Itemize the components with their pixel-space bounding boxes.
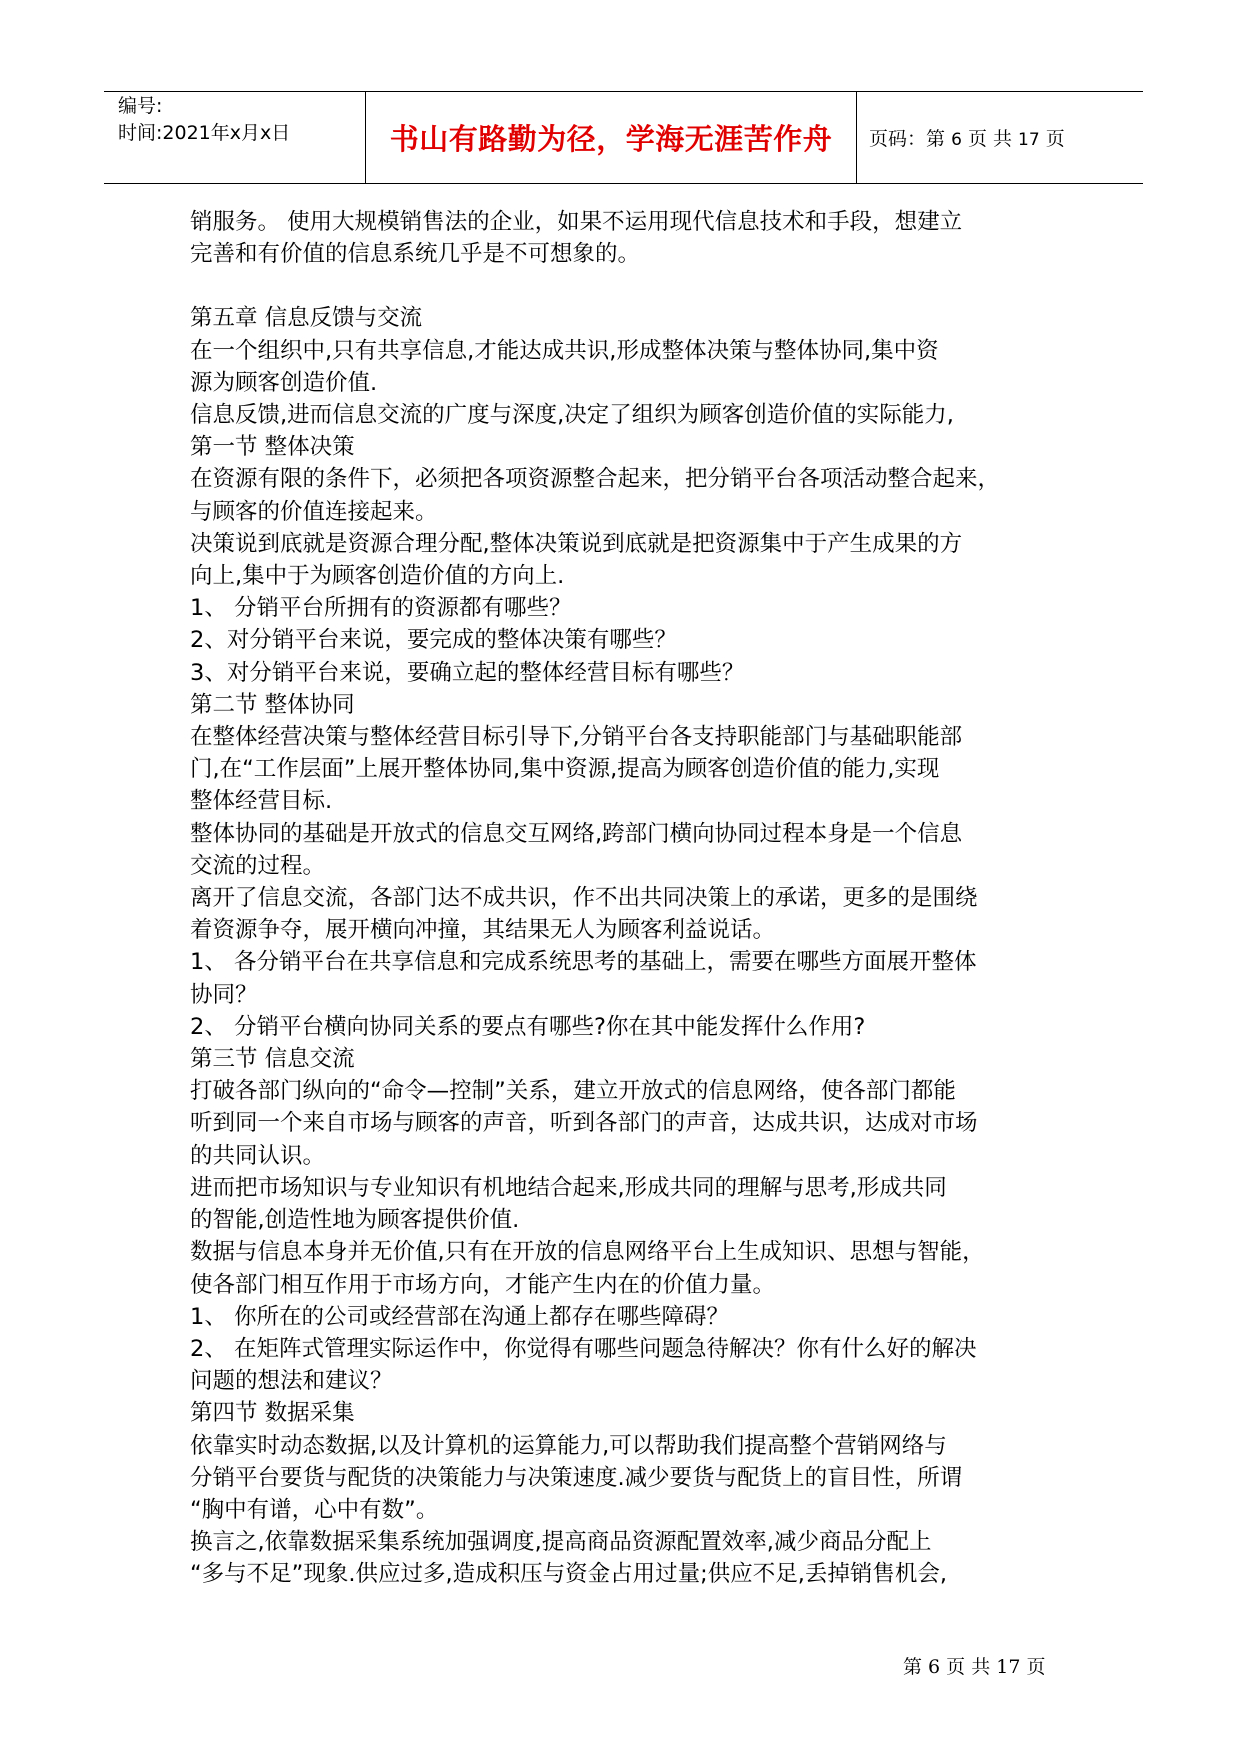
- text-line: 门,在“工作层面”上展开整体协同,集中资源,提高为顾客创造价值的能力,实现: [190, 756, 940, 783]
- page-prefix: 页码：第: [869, 128, 946, 150]
- text-line: 在整体经营决策与整体经营目标引导下,分销平台各支持职能部门与基础职能部: [190, 724, 963, 751]
- document-time-label: 时间:2021年x月x日: [118, 122, 291, 144]
- text-line: 着资源争夺，展开横向冲撞，其结果无人为顾客利益说话。: [190, 917, 776, 944]
- text-line: 向上,集中于为顾客创造价值的方向上.: [190, 563, 565, 590]
- page-middle: 页 共: [967, 128, 1012, 150]
- text-line: 的共同认识。: [190, 1142, 326, 1169]
- text-line: 离开了信息交流，各部门达不成共识，作不出共同决策上的承诺，更多的是围绕: [190, 885, 978, 912]
- text-line: 完善和有价值的信息系统几乎是不可想象的。: [190, 241, 641, 268]
- page-header: [104, 91, 1143, 184]
- header-page-indicator: [869, 124, 1065, 151]
- header-motto-cell: [366, 92, 857, 183]
- text-line: 换言之,依靠数据采集系统加强调度,提高商品资源配置效率,减少商品分配上: [190, 1529, 932, 1556]
- text-line: 打破各部门纵向的“命令—控制”关系，建立开放式的信息网络，使各部门都能: [190, 1078, 956, 1105]
- text-line: 分销平台要货与配货的决策能力与决策速度.减少要货与配货上的盲目性，所谓: [190, 1464, 963, 1491]
- text-line: 2、 在矩阵式管理实际运作中，你觉得有哪些问题急待解决？你有什么好的解决: [190, 1335, 977, 1362]
- blank-line: [190, 270, 1062, 302]
- text-line: 在资源有限的条件下，必须把各项资源整合起来，把分销平台各项活动整合起来，: [190, 466, 1001, 493]
- text-line: 2、对分销平台来说，要完成的整体决策有哪些？: [190, 627, 677, 654]
- page-footer: 第 6 页 共 17 页: [903, 1656, 1046, 1678]
- text-line: 决策说到底就是资源合理分配,整体决策说到底就是把资源集中于产生成果的方: [190, 530, 963, 557]
- text-line: 与顾客的价值连接起来。: [190, 498, 438, 525]
- document-number-label: 编号:: [118, 95, 163, 117]
- page-current: 6: [951, 130, 962, 150]
- text-line: “胸中有谱，心中有数”。: [190, 1496, 439, 1523]
- text-line: 第二节 整体协同: [190, 691, 355, 718]
- text-line: 交流的过程。: [190, 852, 326, 879]
- text-line: 第三节 信息交流: [190, 1046, 355, 1073]
- text-line: 使各部门相互作用于市场方向，才能产生内在的价值力量。: [190, 1271, 776, 1298]
- text-line: 依靠实时动态数据,以及计算机的运算能力,可以帮助我们提高整个营销网络与: [190, 1432, 947, 1459]
- text-line: 销服务。 使用大规模销售法的企业，如果不运用现代信息技术和手段，想建立: [190, 209, 963, 235]
- text-line: 问题的想法和建议？: [190, 1368, 393, 1395]
- text-line: 第五章 信息反馈与交流: [190, 305, 423, 332]
- page-suffix: 页: [1045, 128, 1065, 150]
- text-line: 协同？: [190, 981, 258, 1008]
- text-line: “多与不足”现象.供应过多,造成积压与资金占用过量;供应不足,丢掉销售机会,: [190, 1561, 948, 1588]
- text-line: 数据与信息本身并无价值,只有在开放的信息网络平台上生成知识、思想与智能，: [190, 1239, 985, 1266]
- text-line: 第四节 数据采集: [190, 1400, 355, 1427]
- header-page-cell: [857, 92, 1143, 183]
- text-line: 1、 各分销平台在共享信息和完成系统思考的基础上，需要在哪些方面展开整体: [190, 949, 977, 976]
- text-line: 整体协同的基础是开放式的信息交互网络,跨部门横向协同过程本身是一个信息: [190, 820, 963, 847]
- text-line: 信息反馈,进而信息交流的广度与深度,决定了组织为顾客创造价值的实际能力,: [190, 402, 954, 429]
- text-line: 3、对分销平台来说，要确立起的整体经营目标有哪些？: [190, 659, 745, 686]
- text-line: 整体经营目标.: [190, 788, 333, 815]
- text-line: 进而把市场知识与专业知识有机地结合起来,形成共同的理解与思考,形成共同: [190, 1174, 947, 1201]
- text-line: 1、 你所在的公司或经营部在沟通上都存在哪些障碍？: [190, 1303, 729, 1330]
- document-body: [190, 206, 1062, 1591]
- text-line: 在一个组织中,只有共享信息,才能达成共识,形成整体决策与整体协同,集中资: [190, 337, 939, 364]
- text-line: 的智能,创造性地为顾客提供价值.: [190, 1207, 520, 1234]
- header-motto: 书山有路勤为径，学海无涯苦作舟: [389, 122, 833, 156]
- text-line: 听到同一个来自市场与顾客的声音，听到各部门的声音，达成共识，达成对市场: [190, 1110, 978, 1137]
- page-total: 17: [1018, 130, 1040, 150]
- header-meta-cell: [104, 92, 366, 183]
- text-line: 1、 分销平台所拥有的资源都有哪些？: [190, 595, 572, 622]
- text-line: 2、 分销平台横向协同关系的要点有哪些?你在其中能发挥什么作用?: [190, 1013, 866, 1040]
- text-line: 第一节 整体决策: [190, 434, 355, 461]
- text-line: 源为顾客创造价值.: [190, 369, 378, 396]
